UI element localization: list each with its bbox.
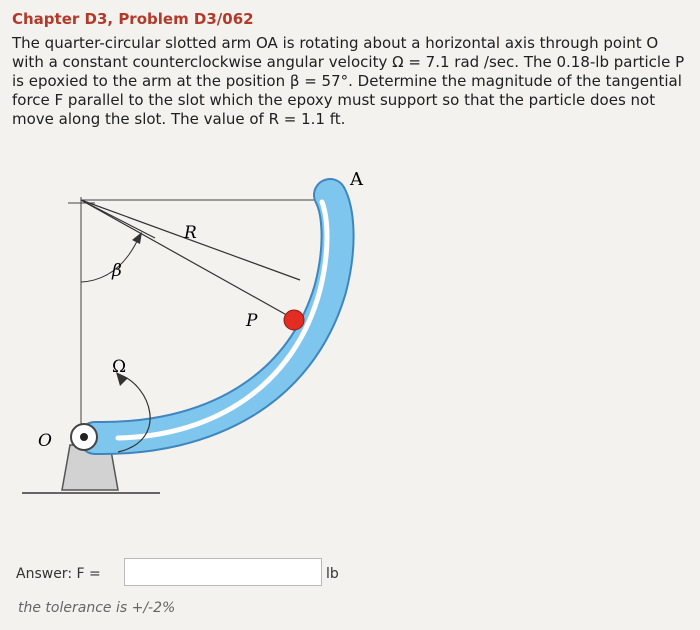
label-O: O	[38, 431, 52, 451]
label-beta: β	[112, 261, 122, 281]
answer-input[interactable]	[124, 558, 322, 586]
label-R: R	[184, 223, 197, 243]
page-title: Chapter D3, Problem D3/062	[12, 10, 254, 28]
radius-line-beta	[81, 200, 155, 238]
problem-statement: The quarter-circular slotted arm OA is rotating about a horizontal axis through point O with a constant counterclockwise angular velocity Ω = 7.1 rad /sec. The 0.18-lb particle P is epoxied to the arm at the position β = 57°. Determine the magnitude of the tangential force F parallel to the slot which the epoxy must support so that the particle does not move along the slot. The value of R = 1.1 ft.	[12, 34, 685, 128]
answer-label: Answer: F =	[16, 566, 101, 582]
beta-arrowhead	[132, 232, 142, 244]
answer-unit: lb	[326, 566, 339, 582]
beta-arc	[81, 235, 140, 282]
particle-P	[284, 310, 304, 330]
tolerance-note: the tolerance is +/-2%	[18, 600, 176, 616]
label-omega: Ω	[112, 357, 127, 377]
label-P: P	[246, 311, 258, 331]
radius-line-P	[81, 200, 292, 318]
label-A: A	[350, 169, 363, 190]
mechanism-diagram	[0, 150, 700, 550]
pivot-pin-center	[80, 433, 88, 441]
